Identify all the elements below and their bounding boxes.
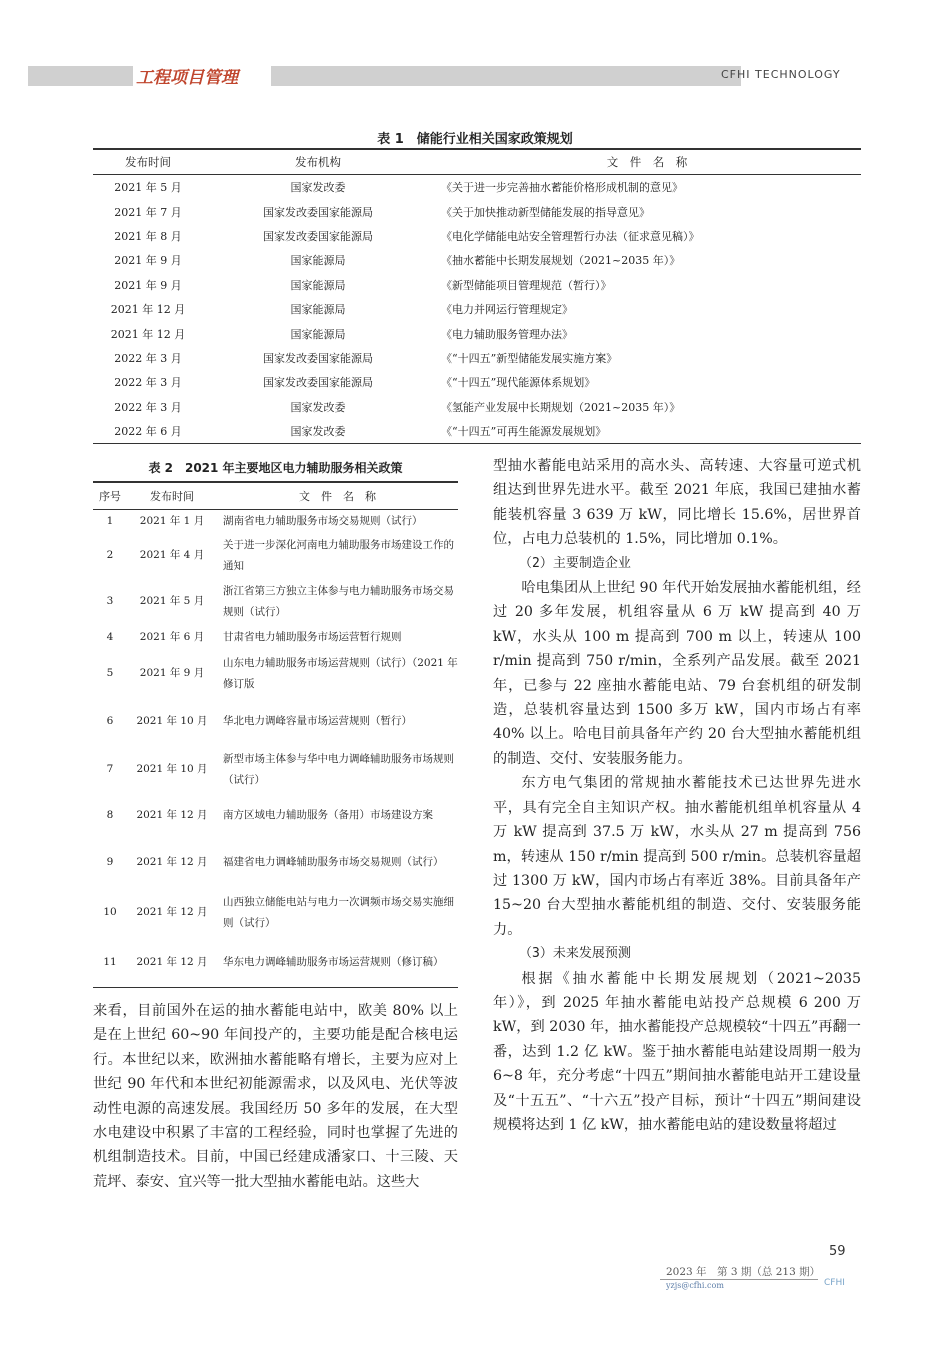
table2-cell: 7 bbox=[106, 763, 114, 775]
running-header bbox=[28, 66, 930, 86]
table2-cell: 9 bbox=[106, 856, 114, 868]
header-bar-middle bbox=[271, 66, 741, 86]
table2-cell: 华东电力调峰辅助服务市场运营规则（修订稿） bbox=[217, 938, 458, 988]
table1-cell: 2021 年 12 月 bbox=[110, 327, 186, 341]
left-paragraph: 来看，目前国外在运的抽水蓄能电站中，欧美 80% 以上是在上世纪 60~90 年间投产的，主要功能是配合核电运行。本世纪以来，欧洲抽水蓄能略有增长，主要为应对上世纪 90 年代和本世纪初能源需求，以及风电、光伏等波动性电源的高速发展。我国经历 50 多年的发展，在大型水电建设中积累了丰富的工程经验，同时也掌握了先进的机组制造技术。目前，中国已经建成潘家口、十三陵、天荒坪、泰安、宜兴等一批大型抽水蓄能电站。这些大 bbox=[93, 1003, 458, 1190]
table2-cell: 2021 年 12 月 bbox=[136, 856, 208, 868]
table2-cell: 关于进一步深化河南电力辅助服务市场建设工作的通知 bbox=[223, 538, 454, 572]
table1-row bbox=[93, 224, 861, 248]
table1-row bbox=[93, 346, 861, 370]
table1-header: 发布机构 bbox=[203, 149, 433, 175]
page-number: 59 bbox=[829, 1244, 846, 1259]
table1-cell: 国家发改委 bbox=[203, 419, 433, 444]
table2-cell: 新型市场主体参与华中电力调峰辅助服务市场规则（试行） bbox=[223, 752, 454, 786]
table1-cell: 2021 年 8 月 bbox=[114, 229, 182, 243]
table1-cell: 《关于加快推动新型储能发展的指导意见》 bbox=[441, 205, 650, 219]
footer-email: yzjs@cfhi.com bbox=[666, 1281, 724, 1290]
paragraph-continued: 型抽水蓄能电站采用的高水头、高转速、大容量可逆式机组达到世界先进水平。截至 2021 年底，我国已建抽水蓄能装机容量 3 639 万 kW，同比增长 15.6%，居世界首位，占电力总装机的 1.5%，同比增加 0.1%。 bbox=[493, 458, 861, 548]
table2-header: 文 件 名 称 bbox=[217, 482, 458, 510]
footer-divider bbox=[660, 1279, 818, 1280]
table2-cell: 11 bbox=[93, 938, 127, 988]
table1-cell: 2021 年 7 月 bbox=[114, 205, 182, 219]
table2-cell: 2021 年 5 月 bbox=[139, 595, 205, 607]
paragraph-harbin-electric: 哈电集团从上世纪 90 年代开始发展抽水蓄能机组，经过 20 多年发展，机组容量从 6 万 kW 提高到 40 万 kW，水头从 100 m 提高到 700 m 以上，转速从 100 r/min 提高到 750 r/min，全系列产品发展。截至 2021 年，已参与 22 座抽水蓄能电站、79 台套机组的研发制造，总装机容量达到 1500 多万 kW，国内市场占有率 40% 以上。哈电目前具备年产约 20 台大型抽水蓄能机组的制造、交付、安装服务能力。 bbox=[493, 580, 861, 767]
table2-cell: 1 bbox=[106, 515, 114, 528]
table1-cell: 《“十四五”新型储能发展实施方案》 bbox=[441, 351, 618, 365]
paragraph-forecast: 根据《抽水蓄能中长期发展规划（2021~2035 年）》，到 2025 年抽水蓄能电站投产总规模 6 200 万 kW，到 2030 年，抽水蓄能投产总规模较“十四五”再翻一番，达到 1.2 亿 kW。鉴于抽水蓄能电站建设周期一般为 6~8 年，充分考虑“十四五”期间抽水蓄能电站开工建设量及“十五五”、“十六五”投产目标，预计“十四五”期间建设规模将达到 1 亿 kW，抽水蓄能电站的建设数量将超过 bbox=[493, 970, 861, 1133]
table2-caption: 表 2 2021 年主要地区电力辅助服务相关政策 bbox=[148, 461, 403, 475]
table2 bbox=[93, 481, 458, 988]
table2-cell: 山东电力辅助服务市场运营规则（试行）（2021 年修订版 bbox=[223, 656, 458, 690]
table2-row bbox=[93, 838, 458, 888]
table1-cell: 国家发改委 bbox=[290, 400, 346, 414]
table2-cell: 2021 年 9 月 bbox=[139, 667, 205, 679]
table2-cell: 2021 年 12 月 bbox=[136, 809, 208, 821]
issue-info: 2023 年 第 3 期（总 213 期） bbox=[666, 1266, 821, 1278]
table1-cell: 《氢能产业发展中长期规划（2021~2035 年）》 bbox=[441, 400, 681, 414]
table1-cell: 国家能源局 bbox=[290, 327, 346, 341]
table2-row bbox=[93, 626, 458, 650]
table2-cell: 2021 年 10 月 bbox=[136, 715, 208, 727]
table1-cell: 《电力并网运行管理规定》 bbox=[441, 303, 573, 317]
table1-cell: 《“十四五”现代能源体系规划》 bbox=[441, 376, 596, 390]
table1-header: 文 件 名 称 bbox=[433, 149, 861, 175]
table2-cell: 2021 年 12 月 bbox=[136, 906, 208, 918]
footer-logo: CFHI bbox=[824, 1278, 845, 1288]
table1-cell: 2021 年 12 月 bbox=[110, 303, 186, 317]
table2-cell: 2021 年 6 月 bbox=[139, 631, 205, 643]
journal-section-title: 工程项目管理 bbox=[136, 68, 238, 88]
table1-row bbox=[93, 248, 861, 272]
table2-row bbox=[93, 746, 458, 794]
table1-caption: 表 1 储能行业相关国家政策规划 bbox=[377, 132, 573, 147]
table2-cell: 2 bbox=[106, 549, 114, 561]
table2-cell: 甘肃省电力辅助服务市场运营暂行规则 bbox=[223, 631, 402, 643]
journal-name: CFHI TECHNOLOGY bbox=[721, 68, 841, 81]
table2-cell: 2021 年 1 月 bbox=[139, 515, 205, 528]
table1-cell: 2022 年 3 月 bbox=[114, 351, 182, 365]
table1-row bbox=[93, 419, 861, 444]
table1-header: 发布时间 bbox=[93, 149, 203, 175]
table1-cell: 《抽水蓄能中长期发展规划（2021~2035 年）》 bbox=[441, 254, 681, 268]
section-heading-manufacturers: （2）主要制造企业 bbox=[519, 555, 631, 571]
table1-cell: 2022 年 3 月 bbox=[114, 400, 182, 414]
table1-cell: 2021 年 5 月 bbox=[114, 181, 182, 195]
table2-cell: 2021 年 4 月 bbox=[139, 549, 205, 561]
table1-row bbox=[93, 370, 861, 394]
table1-cell: 国家能源局 bbox=[290, 254, 346, 268]
table2-cell: 福建省电力调峰辅助服务市场交易规则（试行） bbox=[223, 856, 444, 868]
table1-row bbox=[93, 199, 861, 223]
table2-cell: 4 bbox=[106, 631, 114, 643]
table2-cell: 6 bbox=[106, 715, 114, 727]
table2-header: 发布时间 bbox=[127, 482, 217, 510]
table1-cell: 《新型储能项目管理规范（暂行）》 bbox=[441, 278, 612, 292]
table1-cell: 2022 年 6 月 bbox=[93, 419, 203, 444]
table1-cell: 国家发改委国家能源局 bbox=[263, 351, 373, 365]
table2-row bbox=[93, 534, 458, 578]
table1-row bbox=[93, 297, 861, 321]
table2-cell: 湖南省电力辅助服务市场交易规则（试行） bbox=[223, 515, 423, 528]
table2-row bbox=[93, 888, 458, 938]
table1-row bbox=[93, 395, 861, 419]
table2-cell: 山西独立储能电站与电力一次调频市场交易实施细则（试行） bbox=[223, 895, 454, 929]
table1-cell: 国家发改委国家能源局 bbox=[263, 205, 373, 219]
table1-cell: 国家能源局 bbox=[290, 303, 346, 317]
table1-cell: 国家发改委国家能源局 bbox=[263, 229, 373, 243]
table1-row bbox=[93, 321, 861, 345]
table1-cell: 《“十四五”可再生能源发展规划》 bbox=[433, 419, 861, 444]
table2-cell: 南方区域电力辅助服务（备用）市场建设方案 bbox=[223, 809, 433, 821]
table1 bbox=[93, 148, 861, 444]
table2-row bbox=[93, 578, 458, 626]
table1-cell: 《关于进一步完善抽水蓄能价格形成机制的意见》 bbox=[441, 181, 683, 195]
table2-row bbox=[93, 510, 458, 534]
table2-cell: 2021 年 10 月 bbox=[136, 763, 208, 775]
table1-cell: 国家发改委 bbox=[290, 181, 346, 195]
paragraph-dongfang-electric: 东方电气集团的常规抽水蓄能技术已达世界先进水平，具有完全自主知识产权。抽水蓄能机组单机容量从 4 万 kW 提高到 37.5 万 kW，水头从 27 m 提高到 756 m，转速从 150 r/min 提高到 500 r/min。总装机容量超过 1300 万 kW，国内市场占有率近 38%。目前具备年产 15~20 台大型抽水蓄能机组的制造、交付、安装服务能力。 bbox=[493, 775, 861, 938]
table1-row bbox=[93, 273, 861, 297]
table1-row bbox=[93, 175, 861, 200]
table2-row bbox=[93, 698, 458, 746]
right-column-text bbox=[493, 454, 861, 1137]
left-column-text bbox=[93, 999, 458, 1194]
table1-cell: 国家能源局 bbox=[290, 278, 346, 292]
table1-cell: 2021 年 9 月 bbox=[114, 278, 182, 292]
table2-cell: 10 bbox=[103, 906, 117, 918]
table1-cell: 2022 年 3 月 bbox=[114, 376, 182, 390]
table2-cell: 华北电力调峰容量市场运营规则（暂行） bbox=[223, 715, 412, 727]
table2-cell: 8 bbox=[106, 809, 114, 821]
table1-cell: 2021 年 9 月 bbox=[114, 254, 182, 268]
table1-cell: 《电化学储能电站安全管理暂行办法（征求意见稿）》 bbox=[441, 229, 700, 243]
table2-cell: 2021 年 12 月 bbox=[127, 938, 217, 988]
table1-cell: 国家发改委国家能源局 bbox=[263, 376, 373, 390]
table2-row bbox=[93, 938, 458, 988]
table2-row bbox=[93, 794, 458, 838]
section-heading-forecast: （3）未来发展预测 bbox=[519, 946, 631, 962]
table1-cell: 《电力辅助服务管理办法》 bbox=[441, 327, 573, 341]
table2-header: 序号 bbox=[93, 482, 127, 510]
table2-cell: 3 bbox=[106, 595, 114, 607]
table2-row bbox=[93, 650, 458, 698]
table2-cell: 浙江省第三方独立主体参与电力辅助服务市场交易规则（试行） bbox=[223, 584, 454, 618]
header-bar-left bbox=[28, 66, 133, 86]
table2-cell: 5 bbox=[106, 667, 114, 679]
